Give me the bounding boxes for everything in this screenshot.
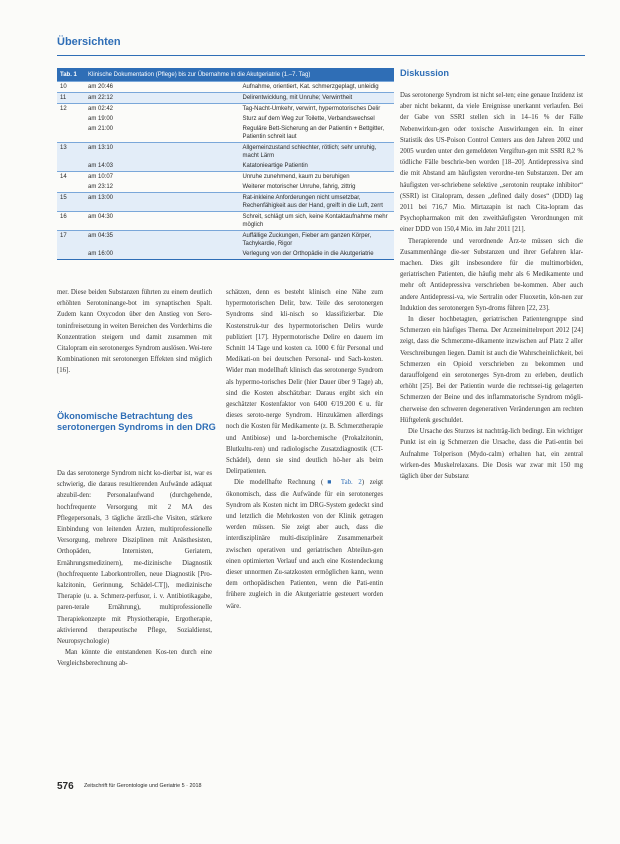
table-row [57, 231, 394, 250]
entry-cell: Delirentwicklung, mit Unruhe; Verwirrtheit [240, 93, 395, 104]
time-cell: am 10:07 [85, 172, 240, 183]
table-row [57, 82, 394, 93]
body-paragraph: Die Ursache des Sturzes ist nachträg-lich bedingt. Ein wichtiger Punkt ist ein ig Schmerzen die Ursache, dass die Pati-entin bei Aufnahme Tolperison (Mydo-calm) erhalten hat, ein zentral wirken-des Muskelrelaxans. Die Dosis war zwar mit 150 mg täglich über der Substanz [400, 428, 583, 480]
body-paragraph: Therapierende und verordnende Ärz-te müssen sich die Zusammenhänge die-ser Substanzen und ihrer Gefahren klar-machen. Dies gilt insbesondere für die multimorbiden, geriatrischen Patienten, die häufig mehr als 6 Medikamente und mehr oft Antidepressiva verschrieben be-kommen. Aber auch andere Antidepressi-va, wie Sertralin oder Fluoxetin, kön-nen zur Induktion des serotonergen Syn-droms führen [22, 23]. [400, 237, 583, 312]
text-fragment: Die modellhafte Rechnung ( [234, 479, 324, 487]
day-cell [57, 249, 85, 260]
day-cell: 12 [57, 104, 85, 115]
table-row [57, 104, 394, 115]
time-cell: am 22:12 [85, 93, 240, 104]
entry-cell: Verlegung von der Orthopädie in die Akutgeriatrie [240, 249, 395, 260]
table-row [57, 114, 394, 124]
page-number: 576 [57, 781, 74, 792]
day-cell: 15 [57, 193, 85, 212]
body-paragraph: Das serotonerge Syndrom ist nicht sel-ten; eine genaue Inzidenz ist aber nicht bekannt, da viele Ereignisse unerkannt verlaufen. Bei der Gabe von SSRI stellen sich in 14–16 % der Fälle Nebenwirkun-gen oder toxische Auswirkungen ein. In einer Statistik des US-Poison Control Centers aus den Jahren 2002 und 2005 wurden unter den gemeldeten Vergiftun-gen mit SSRI 8,2 % tödliche Fälle beschrie-ben worden [18–20]. Antidepressiva sind die mit Abstand am häufigsten verordne-ten Substanzen. Der am häufigsten ver-schriebene selektive „serotonin reuptake inhibitor“ (SSRI) ist Citalopram, dessen „defined daily doses“ (DDD) lag 2011 bei 716,7 Mio. Mirtazapin ist nach Cita-lopram das Psychopharmakon mit den zweithäufigsten Verordnungen mit einer DDD von 150,4 Mio. im Jahr 2011 [21]. [400, 92, 583, 234]
table-row [57, 193, 394, 212]
entry-cell: Schreit, schlägt um sich, keine Kontaktaufnahme mehr möglich [240, 212, 395, 231]
entry-cell: Tag-Nacht-Umkehr, verwirrt, hypermotorisches Delir [240, 104, 395, 115]
entry-cell: Rat-inkleine Anforderungen nicht umsetzbar, Rechenfähigkeit aus der Hand, greift in die Luft, zerrt [240, 193, 395, 212]
entry-cell: Unruhe zunehmend, kaum zu beruhigen [240, 172, 395, 183]
day-cell [57, 161, 85, 172]
right-column [400, 90, 583, 482]
table-caption: Klinische Dokumentation (Pflege) bis zur Übernahme in die Akutgeriatrie (1.–7. Tag) [85, 68, 394, 82]
time-cell: am 13:00 [85, 193, 240, 212]
entry-cell: Weiterer motorischer Unruhe, fahrig, zittrig [242, 184, 356, 190]
body-paragraph: mer. Diese beiden Substanzen führten zu einem deutlich erhöhten Serotoninange-bot im synaptischen Spalt. Zudem kann Oxycodon über den Anstieg von Sero-toninfreisetzung in weiten Bereichen des Vorderhirns die Konzentration steigern und damit zusammen mit Citalopram ein serotonerges Syndrom auslösen. Wei-tere Kombinationen mit serotonergen Effekten sind möglich [16]. [57, 289, 212, 375]
day-cell [57, 124, 85, 143]
table-label: Tab. 1 [57, 68, 85, 82]
table-row [57, 124, 394, 143]
table-row [57, 143, 394, 162]
time-cell: am 13:10 [85, 143, 240, 162]
entry-cell: Sturz auf dem Weg zur Toilette, Verbandswechsel [242, 116, 375, 122]
header-rule [57, 55, 585, 56]
time-cell: am 14:03 [85, 161, 240, 172]
section-heading: Übersichten [57, 36, 121, 48]
text-fragment: ) zeigt ökonomisch, dass die Aufwände für ein serotonerges Syndrom als Kosten nicht im DRG-System gedeckt sind und letztlich die Mehrkosten von der Klinik getragen werden müssen. Sie zeigt aber auch, dass die interdisziplinäre multi-disziplinäre Zusammenarbeit zwischen operativen und geriatrischen Abteilun-gen einen optimierten Verlauf und auch eine Kostendeckung dieser unnormen Zu-satzkosten ermöglichen kann, wenn dem orthopädischen Patienten, wenn die Pati-entin frühere zugleich in die Akutgeriatrie gesteuert worden wäre. [226, 479, 384, 610]
time-cell: am 23:12 [88, 184, 114, 190]
day-cell: 17 [57, 231, 85, 250]
entry-cell: Aufnahme, orientiert, Kat. schmerzgeplagt, unleidig [240, 82, 395, 93]
time-cell: am 19:00 [88, 116, 114, 122]
table-row [57, 182, 394, 193]
body-paragraph: Da das serotonerge Syndrom nicht ko-dierbar ist, war es schwierig, die daraus resultierenden Aufwände adäquat abzubil-den: Personalaufwand (durchgehende, hochfrequente Versorgung mit 2 MA des Pflegepersonals, 3 tägliche ärztli-che Visiten, stärkere Einbindung von leitenden Ärzten, multiprofessionelle Versorgung, mehrere Disziplinen mit Anästhesisten, Orthopäden, Internisten, Geriatern, Ernährungsmedizinern), me-dizinische Diagnostik (hochfrequente Laborkontrollen, neue Diagnostik [Pro-kalzitonin, Gerinnung, Schädel-CT]), medizinische Therapie (u. a. Schmerz-perfusor, i. v. Antibiotikagabe, paren-terale Ernährung), multiprofessionelle Therapiekonzepte mit Physiotherapie, Ergotherapie, aktivierend therapeutische Pflege, Sozialdienst, Neuropsychologie) [57, 470, 212, 646]
body-paragraph [226, 477, 383, 611]
day-cell: 16 [57, 212, 85, 231]
entry-cell: Reguläre Bett-Sicherung an der Patientin + Bettgitter, Patientin schreit laut [242, 126, 385, 140]
body-paragraph: Man könnte die entstandenen Kos-ten durch eine Vergleichsberechnung ab- [57, 649, 212, 668]
table-row [57, 93, 394, 104]
table-reference-link[interactable]: ■ Tab. 2 [323, 479, 362, 487]
clinical-documentation-table [57, 68, 394, 260]
left-column-lower [57, 468, 212, 670]
time-cell: am 04:35 [85, 231, 240, 250]
time-cell: am 04:30 [85, 212, 240, 231]
entry-cell: Allgemeinzustand schlechter, rötlich; sehr unruhig, macht Lärm [240, 143, 395, 162]
time-cell: am 16:00 [85, 249, 240, 260]
day-cell: 14 [57, 172, 85, 183]
body-paragraph: schätzen, denn es besteht klinisch eine Nähe zum hypermotorischen Delir, bzw. Teile des serotonergen Syndroms sind kli-nisch so klassifizierbar. Die Kostenstruk-tur des hypermotorischen Delirs wurde publiziert [17]. Hypermotorische Delire en dauern im Schnitt 14 Tage und kosten ca. 1000 € für Personal und Medikati-on bei deutschen Personal- und Sach-kosten. Wider man modellhaft klinisch das serotonerge Syndrom als hypermo-torisches Delir (hier Dauer über 9 Tage) ab, sind die Kosten abschätzbar: Daraus ergibt sich ein geschätzter Kostenfaktor von 6400 €/19.200 € u. für dieses seroto-nerge Syndrom. Hinzukämen allerdings noch die Kosten für Medikamente (z. B. Schmerztherapie und Antibiose) und la-borchemische (Prokalzitonin, Blutkultu-ren) und radiologische Zusatzdiagnostik (CT-Schädel), denn sie sind deutlich hö-her als beim Delirpatienten. [226, 289, 383, 476]
journal-footer: Zeitschrift für Gerontologie und Geriatrie 5 · 2018 [84, 783, 202, 789]
entry-cell: Katatonieartige Patientin [240, 161, 395, 172]
day-cell: 13 [57, 143, 85, 162]
middle-column [226, 287, 383, 612]
day-cell: 11 [57, 93, 85, 104]
time-cell: am 02:42 [85, 104, 240, 115]
body-paragraph: In dieser hochbetagten, geriatrischen Patientengruppe sind Schmerzen ein häufiges Thema. Der Arzneimittelreport 2012 [24] zeigt, dass die Schmerzme-dikamente inzwischen auf Platz 2 aller Verschreibungen liegen. Damit ist auch die Wahrscheinlichkeit, bei Schmerzen ein Opioid verschrieben zu bekommen und darauffolgend ein serotonerges Syn-drom zu erleben, deutlich erhöht [25]. Bei der Patientin wurde die rechtssei-tig gelagerten Schmerzen der Beine und des inflammatorische Syndrom mögli-cherweise den schweren degenerativen Veränderungen am rechten Hüftgelenk geschuldet. [400, 316, 583, 424]
discussion-heading: Diskussion [400, 68, 450, 78]
economic-section-heading: Ökonomische Betrachtung des serotonergen Syndroms in den DRG [57, 411, 216, 432]
day-cell [57, 114, 85, 124]
left-column [57, 287, 212, 377]
table-row [57, 249, 394, 260]
table-row [57, 172, 394, 183]
time-cell: am 20:46 [85, 82, 240, 93]
entry-cell: Auffällige Zuckungen, Fieber am ganzen Körper, Tachykardie, Rigor [240, 231, 395, 250]
day-cell: 10 [57, 82, 85, 93]
day-cell [57, 182, 85, 193]
table-row [57, 212, 394, 231]
time-cell: am 21:00 [88, 126, 114, 132]
table-row [57, 161, 394, 172]
